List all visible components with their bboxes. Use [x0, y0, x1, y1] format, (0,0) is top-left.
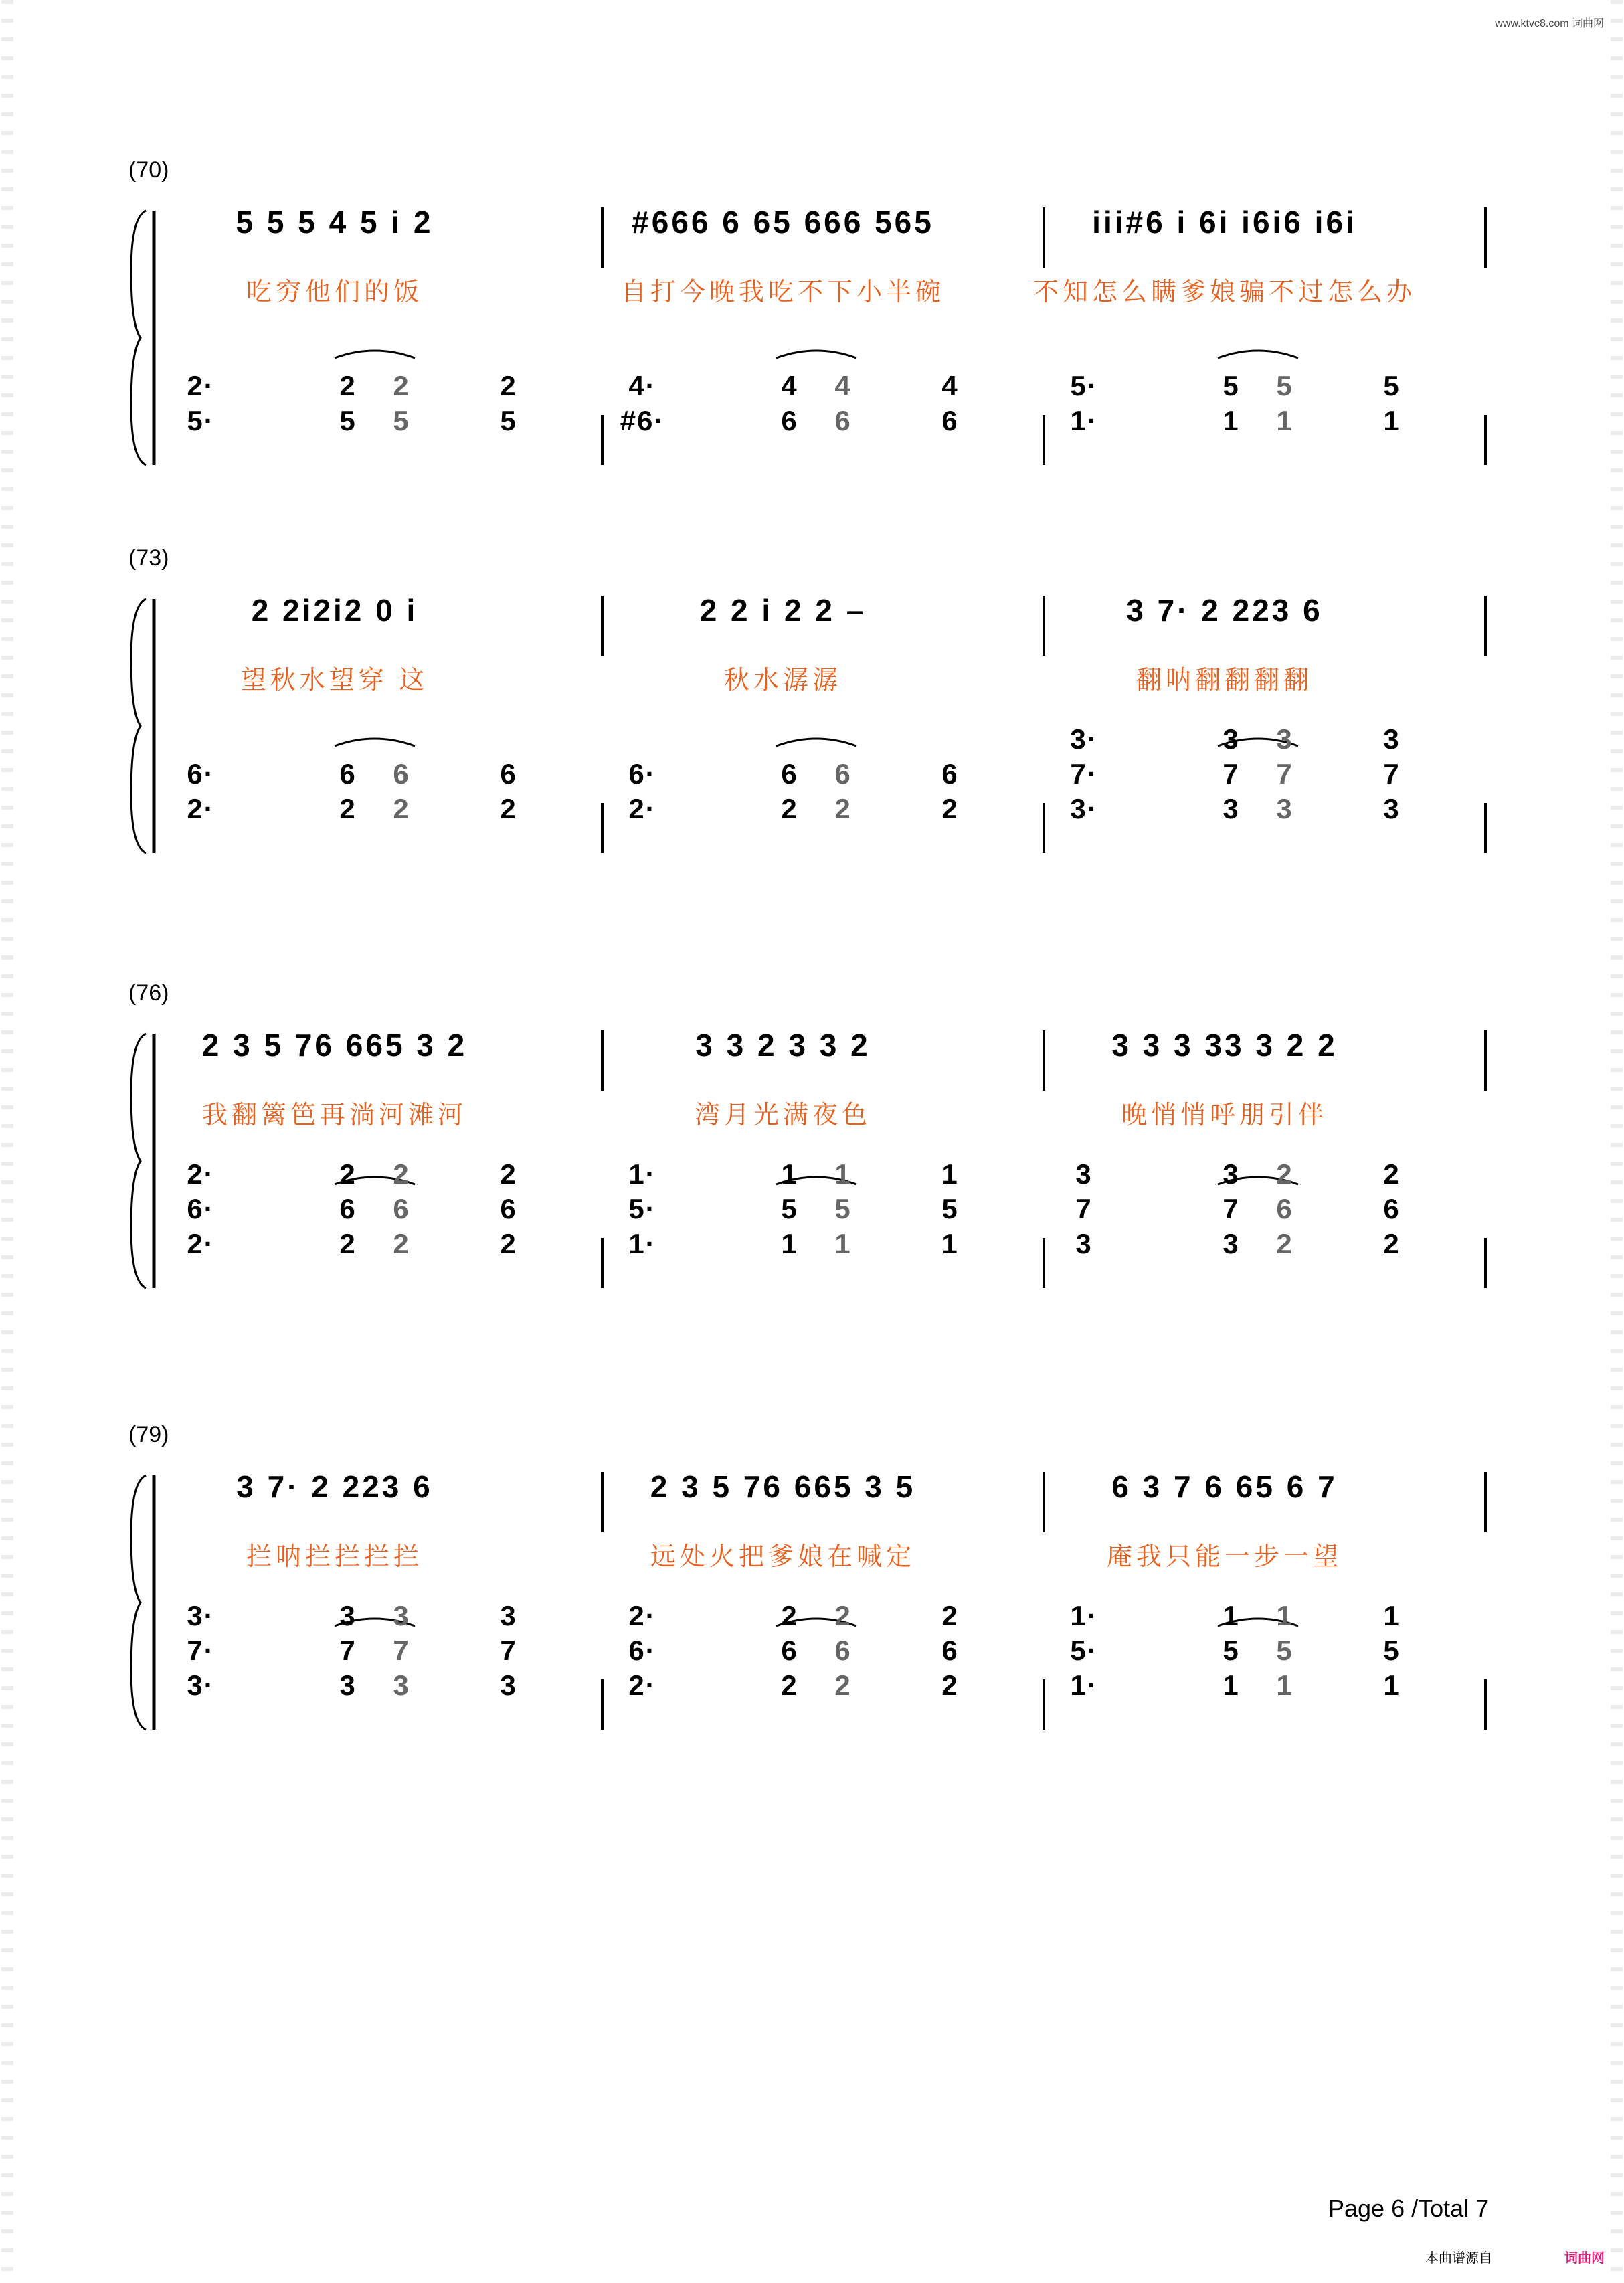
score-system — [0, 545, 1624, 920]
chord-note: 2 — [339, 1158, 357, 1190]
chord-note: 4· — [628, 370, 656, 401]
chord-note: 2 — [781, 1600, 798, 1631]
chord-note: 1 — [834, 1228, 852, 1259]
chord-note: 2 — [781, 793, 798, 824]
chord-note: 6 — [339, 758, 357, 790]
chord-note: 5 — [941, 1193, 959, 1224]
chord-note: 2 — [834, 793, 852, 824]
melody-notation: 5 5 5 4 5 i 2 — [236, 205, 434, 240]
chord-note: 6· — [628, 1635, 656, 1666]
chord-note: 1 — [781, 1228, 798, 1259]
chord-note: 2 — [1276, 1158, 1293, 1190]
chord-note: 6 — [834, 1635, 852, 1666]
chord-note: 5· — [187, 405, 215, 436]
chord-note: 7 — [1383, 758, 1401, 790]
chord-note: 2 — [500, 793, 517, 824]
chord-note: 3· — [1070, 793, 1098, 824]
melody-notation: 3 7· 2 223 6 — [1126, 593, 1323, 628]
chord-note: 2 — [941, 1669, 959, 1701]
chord-note: 6 — [834, 405, 852, 436]
chord-note: 3 — [1075, 1158, 1093, 1190]
chord-note: 6 — [781, 405, 798, 436]
chord-note: 2 — [393, 370, 410, 401]
measure-number: (79) — [128, 1422, 169, 1447]
chord-note: 3 — [393, 1600, 410, 1631]
chord-note: 2 — [500, 1228, 517, 1259]
chord-note: 5 — [834, 1193, 852, 1224]
chord-note: 6 — [941, 1635, 959, 1666]
melody-notation: 2 2 i 2 2 – — [699, 593, 867, 628]
chord-note: 2 — [941, 793, 959, 824]
chord-note: 2· — [187, 1228, 215, 1259]
chord-note: 1· — [1070, 1669, 1098, 1701]
chord-note: 4 — [941, 370, 959, 401]
melody-notation: #666 6 65 666 565 — [632, 205, 934, 240]
chord-note: 5 — [1223, 370, 1240, 401]
chord-note: 6 — [941, 405, 959, 436]
chord-note: 1 — [1383, 405, 1401, 436]
chord-note: 1 — [1276, 1600, 1293, 1631]
chord-note: 3 — [1223, 793, 1240, 824]
chord-note: 5 — [339, 405, 357, 436]
system-brace — [131, 599, 146, 853]
chord-note: 2 — [1383, 1158, 1401, 1190]
chord-note: 1 — [941, 1158, 959, 1190]
chord-note: 6 — [393, 1193, 410, 1224]
chord-note: 2 — [941, 1600, 959, 1631]
melody-notation: 3 3 3 33 3 2 2 — [1111, 1028, 1338, 1063]
chord-note: 6 — [1276, 1193, 1293, 1224]
lyric-line: 拦呐拦拦拦拦 — [246, 1543, 424, 1571]
chord-note: 2 — [393, 1228, 410, 1259]
chord-note: 2 — [781, 1669, 798, 1701]
chord-note: 2· — [187, 370, 215, 401]
lyric-line: 自打今晚我吃不下小半碗 — [620, 278, 945, 306]
chord-note: 2 — [500, 370, 517, 401]
lyric-line: 我翻篱笆再淌河滩河 — [201, 1101, 468, 1129]
chord-note: 3 — [1223, 1228, 1240, 1259]
chord-note: 2· — [628, 793, 656, 824]
chord-note: 6· — [187, 1193, 215, 1224]
chord-note: 6· — [628, 758, 656, 790]
chord-note: 3 — [1223, 723, 1240, 755]
chord-note: 3· — [187, 1600, 215, 1631]
measure-number: (70) — [128, 157, 169, 183]
source-site-logo: 词曲网 — [1564, 2251, 1605, 2266]
system-brace — [131, 1034, 146, 1288]
chord-note: 1· — [1070, 1600, 1098, 1631]
chord-note: 2 — [500, 1158, 517, 1190]
tie-slur — [776, 739, 856, 746]
measure-number: (76) — [128, 980, 169, 1006]
chord-note: 2 — [1383, 1228, 1401, 1259]
chord-note: 5 — [1383, 1635, 1401, 1666]
chord-note: 6· — [187, 758, 215, 790]
chord-note: 6 — [834, 758, 852, 790]
chord-note: 5· — [1070, 370, 1098, 401]
chord-note: 6 — [500, 758, 517, 790]
tie-slur — [335, 739, 415, 746]
tie-slur — [1218, 351, 1298, 358]
chord-note: 2· — [187, 793, 215, 824]
chord-note: 3 — [500, 1600, 517, 1631]
chord-note: 1 — [1383, 1600, 1401, 1631]
chord-note: 7 — [500, 1635, 517, 1666]
chord-note: 6 — [500, 1193, 517, 1224]
chord-note: 2 — [393, 1158, 410, 1190]
chord-note: 3 — [393, 1669, 410, 1701]
chord-note: 5 — [500, 405, 517, 436]
chord-note: 5 — [1276, 370, 1293, 401]
chord-note: 5 — [1276, 1635, 1293, 1666]
chord-note: 6 — [339, 1193, 357, 1224]
chord-note: 6 — [1383, 1193, 1401, 1224]
chord-note: 6 — [393, 758, 410, 790]
chord-note: 6 — [941, 758, 959, 790]
chord-note: 1 — [1276, 1669, 1293, 1701]
chord-note: 7 — [339, 1635, 357, 1666]
lyric-line: 庵我只能一步一望 — [1106, 1543, 1343, 1571]
chord-note: 3 — [339, 1600, 357, 1631]
chord-note: 2 — [339, 370, 357, 401]
chord-note: 2 — [834, 1600, 852, 1631]
system-brace — [131, 211, 146, 465]
chord-note: 3 — [1276, 723, 1293, 755]
chord-note: 5 — [1383, 370, 1401, 401]
chord-note: 2· — [187, 1158, 215, 1190]
melody-notation: 3 7· 2 223 6 — [236, 1469, 433, 1504]
melody-notation: 2 3 5 76 665 3 2 — [201, 1028, 468, 1063]
chord-note: 3 — [1383, 793, 1401, 824]
chord-note: 1· — [1070, 405, 1098, 436]
chord-note: 5 — [1223, 1635, 1240, 1666]
chord-note: 3 — [339, 1669, 357, 1701]
melody-notation: iii#6 i 6i i6i6 i6i — [1092, 205, 1357, 240]
chord-note: 7 — [1223, 758, 1240, 790]
melody-notation: 2 2i2i2 0 i — [251, 593, 418, 628]
chord-note: 1 — [781, 1158, 798, 1190]
chord-note: 4 — [834, 370, 852, 401]
chord-note: 7 — [393, 1635, 410, 1666]
lyric-line: 秋水潺潺 — [723, 666, 842, 695]
chord-note: #6· — [620, 405, 665, 436]
chord-note: 2 — [834, 1669, 852, 1701]
chord-note: 5· — [1070, 1635, 1098, 1666]
chord-note: 1 — [1223, 1600, 1240, 1631]
chord-note: 2· — [628, 1669, 656, 1701]
chord-note: 3 — [500, 1669, 517, 1701]
chord-note: 3· — [187, 1669, 215, 1701]
chord-note: 5 — [393, 405, 410, 436]
melody-notation: 3 3 2 3 3 2 — [695, 1028, 871, 1063]
chord-note: 3 — [1223, 1158, 1240, 1190]
chord-note: 1 — [1223, 405, 1240, 436]
lyric-line: 不知怎么瞒爹娘骗不过怎么办 — [1032, 278, 1417, 306]
page-number: Page 6 /Total 7 — [1328, 2195, 1490, 2222]
lyric-line: 湾月光满夜色 — [694, 1101, 872, 1129]
chord-note: 6 — [781, 1635, 798, 1666]
lyric-line: 远处火把爹娘在喊定 — [650, 1543, 916, 1571]
chord-note: 7· — [187, 1635, 215, 1666]
chord-note: 7· — [1070, 758, 1098, 790]
site-url-header: www.ktvc8.com 词曲网 — [1495, 18, 1604, 29]
melody-notation: 6 3 7 6 65 6 7 — [1111, 1469, 1338, 1504]
chord-note: 3· — [1070, 723, 1098, 755]
chord-note: 4 — [781, 370, 798, 401]
chord-note: 2 — [339, 793, 357, 824]
chord-note: 7 — [1075, 1193, 1093, 1224]
chord-note: 7 — [1276, 758, 1293, 790]
chord-note: 1 — [1223, 1669, 1240, 1701]
score-system — [0, 157, 1624, 532]
chord-note: 3 — [1075, 1228, 1093, 1259]
lyric-line: 翻呐翻翻翻翻 — [1136, 666, 1314, 695]
chord-note: 1 — [941, 1228, 959, 1259]
lyric-line: 望秋水望穿 这 — [240, 666, 429, 695]
measure-number: (73) — [128, 545, 169, 571]
lyric-line: 吃穷他们的饭 — [246, 278, 424, 306]
tie-slur — [776, 351, 856, 358]
score-system — [0, 980, 1624, 1355]
lyric-line: 晚悄悄呼朋引伴 — [1121, 1101, 1328, 1129]
chord-note: 1· — [628, 1228, 656, 1259]
chord-note: 3 — [1383, 723, 1401, 755]
score-system — [0, 1422, 1624, 1797]
chord-note: 2· — [628, 1600, 656, 1631]
chord-note: 1 — [1383, 1669, 1401, 1701]
chord-note: 2 — [339, 1228, 357, 1259]
tie-slur — [335, 351, 415, 358]
system-brace — [131, 1475, 146, 1730]
chord-note: 6 — [781, 758, 798, 790]
source-label: 本曲谱源自 — [1425, 2251, 1492, 2266]
chord-note: 2 — [1276, 1228, 1293, 1259]
chord-note: 2 — [393, 793, 410, 824]
chord-note: 5 — [781, 1193, 798, 1224]
chord-note: 7 — [1223, 1193, 1240, 1224]
melody-notation: 2 3 5 76 665 3 5 — [650, 1469, 916, 1504]
chord-note: 5· — [628, 1193, 656, 1224]
chord-note: 1 — [834, 1158, 852, 1190]
chord-note: 1 — [1276, 405, 1293, 436]
chord-note: 3 — [1276, 793, 1293, 824]
chord-note: 1· — [628, 1158, 656, 1190]
